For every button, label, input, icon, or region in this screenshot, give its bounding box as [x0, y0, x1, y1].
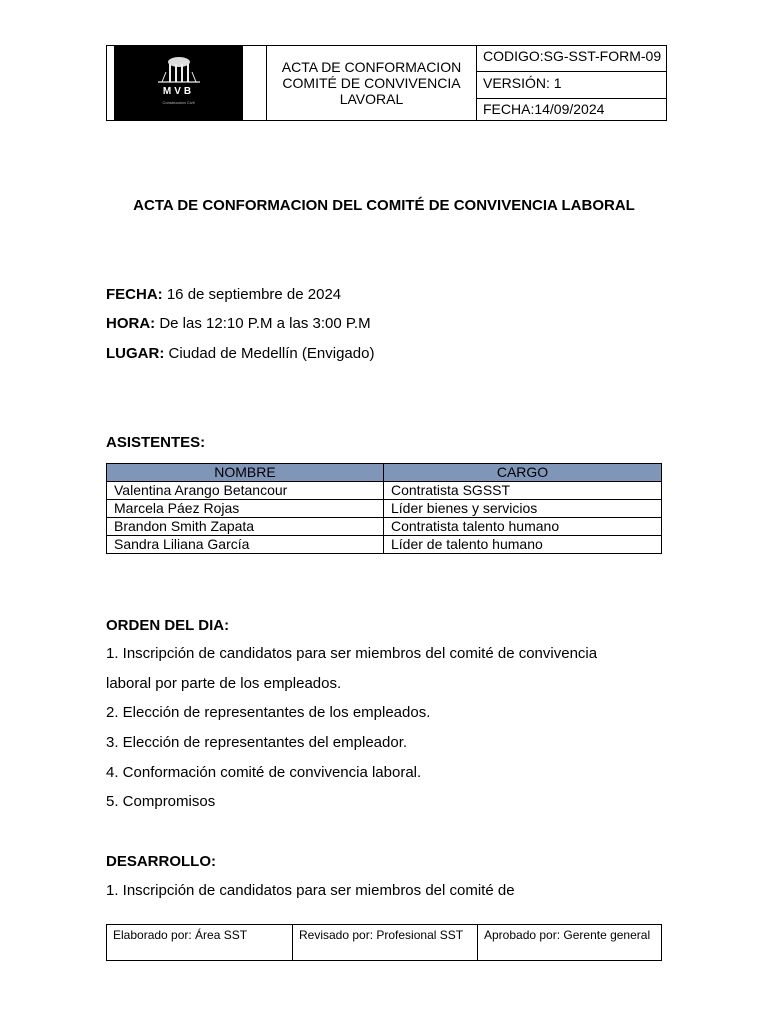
- development-item: 1. Inscripción de candidatos para ser miembros del comité de: [106, 882, 515, 899]
- attendee-role: Líder bienes y servicios: [384, 500, 662, 518]
- building-icon: [154, 54, 204, 86]
- development-heading: DESARROLLO:: [106, 853, 216, 870]
- attendee-role: Líder de talento humano: [384, 536, 662, 554]
- agenda-item: 3. Elección de representantes del empleador.: [106, 734, 408, 751]
- lugar-label: LUGAR:: [106, 345, 165, 362]
- hora-value: De las 12:10 P.M a las 3:00 P.M: [155, 315, 371, 332]
- agenda-item: 2. Elección de representantes de los empleados.: [106, 704, 431, 721]
- document-title: ACTA DE CONFORMACION DEL COMITÉ DE CONVIVENCIA LABORAL: [133, 197, 635, 214]
- fecha-label: FECHA:: [106, 286, 163, 303]
- agenda-heading: ORDEN DEL DIA:: [106, 617, 230, 634]
- footer-elaborado: Elaborado por: Área SST: [107, 925, 293, 960]
- logo-text: MVB: [162, 86, 195, 97]
- table-row: [107, 536, 662, 554]
- lugar-value: Ciudad de Medellín (Envigado): [164, 345, 375, 362]
- footer-aprobado: Aprobado por: Gerente general: [484, 928, 651, 942]
- attendees-heading: ASISTENTES:: [106, 434, 206, 451]
- agenda-item: laboral por parte de los empleados.: [106, 675, 342, 692]
- lugar-field: [106, 345, 374, 362]
- logo-subtext: Construcción Civil: [162, 100, 195, 105]
- attendees-table: [106, 463, 662, 554]
- attendee-name: Marcela Páez Rojas: [107, 500, 384, 518]
- agenda-item: 5. Compromisos: [106, 793, 216, 810]
- attendee-role: Contratista talento humano: [384, 518, 662, 536]
- table-row: [107, 500, 662, 518]
- fecha-value: 16 de septiembre de 2024: [162, 286, 342, 303]
- attendee-name: Sandra Liliana García: [107, 536, 384, 554]
- attendee-role: Contratista SGSST: [384, 482, 662, 500]
- company-logo: [114, 46, 243, 120]
- header-title: ACTA DE CONFORMACION COMITÉ DE CONVIVENCIA LAVORAL: [267, 46, 477, 120]
- attendee-name: Valentina Arango Betancour: [107, 482, 384, 500]
- column-header-cargo: CARGO: [384, 464, 662, 482]
- hora-field: [106, 315, 371, 332]
- table-row: [107, 482, 662, 500]
- header-date: FECHA:14/09/2024: [483, 101, 605, 117]
- document-header: [106, 45, 667, 121]
- header-version: VERSIÓN: 1: [477, 72, 666, 99]
- table-row: [107, 518, 662, 536]
- hora-label: HORA:: [106, 315, 156, 332]
- agenda-item: 1. Inscripción de candidatos para ser miembros del comité de convivencia: [106, 645, 598, 662]
- attendee-name: Brandon Smith Zapata: [107, 518, 384, 536]
- footer-revisado: Revisado por: Profesional SST: [293, 925, 478, 960]
- document-footer: [106, 924, 662, 961]
- table-header-row: [107, 464, 662, 482]
- header-code: CODIGO:SG-SST-FORM-09: [477, 46, 666, 72]
- column-header-nombre: NOMBRE: [107, 464, 384, 482]
- logo-cell: [107, 46, 267, 120]
- agenda-item: 4. Conformación comité de convivencia laboral.: [106, 764, 422, 781]
- fecha-field: [106, 286, 341, 303]
